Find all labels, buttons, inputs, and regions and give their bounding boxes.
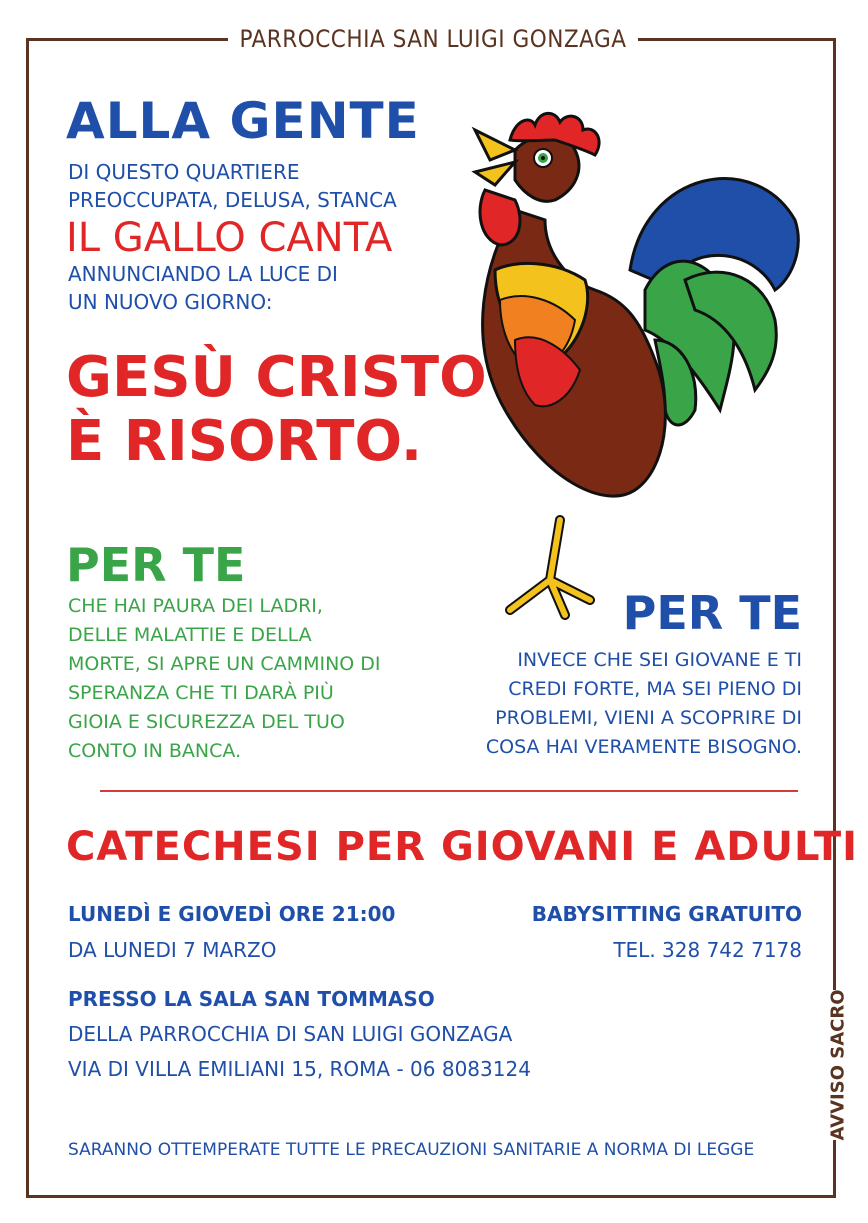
event-start-date: DA LUNEDI 7 MARZO	[68, 938, 277, 962]
intro-line-1: DI QUESTO QUARTIERE	[68, 160, 300, 184]
right-block-text	[486, 646, 802, 762]
phone-number: TEL. 328 742 7178	[613, 938, 802, 962]
section-divider	[100, 790, 798, 792]
babysitting-label: BABYSITTING GRATUITO	[531, 902, 802, 926]
parish-name: DELLA PARROCCHIA DI SAN LUIGI GONZAGA	[68, 1022, 513, 1046]
left-block-text	[68, 592, 381, 766]
left-line-4: SPERANZA CHE TI DARÀ PIÙ	[68, 682, 334, 704]
headline	[66, 346, 487, 474]
right-line-4: COSA HAI VERAMENTE BISOGNO.	[485, 736, 802, 758]
intro-line-3: ANNUNCIANDO LA LUCE DI	[68, 262, 338, 286]
left-block-heading: PER TE	[66, 538, 246, 592]
health-note: SARANNO OTTEMPERATE TUTTE LE PRECAUZIONI SANITARIE A NORMA DI LEGGE	[68, 1140, 755, 1160]
right-line-1: INVECE CHE SEI GIOVANE E TI	[517, 649, 802, 671]
headline-line-1: GESÙ CRISTO	[66, 345, 487, 410]
left-line-5: GIOIA E SICUREZZA DEL TUO	[68, 711, 345, 733]
intro-text-2	[68, 260, 338, 316]
right-line-2: CREDI FORTE, MA SEI PIENO DI	[508, 678, 802, 700]
left-line-3: MORTE, SI APRE UN CAMMINO DI	[68, 653, 381, 675]
right-line-3: PROBLEMI, VIENI A SCOPRIRE DI	[495, 707, 802, 729]
venue-name: PRESSO LA SALA SAN TOMMASO	[68, 987, 435, 1011]
avviso-sacro-label: AVVISO SACRO	[827, 989, 849, 1141]
event-title: CATECHESI PER GIOVANI E ADULTI	[66, 824, 859, 870]
intro-heading: ALLA GENTE	[66, 92, 420, 150]
parish-header: PARROCCHIA SAN LUIGI GONZAGA	[228, 22, 638, 56]
event-days: LUNEDÌ E GIOVEDÌ ORE 21:00	[68, 902, 396, 926]
address: VIA DI VILLA EMILIANI 15, ROMA - 06 8083124	[68, 1057, 531, 1081]
left-line-1: CHE HAI PAURA DEI LADRI,	[68, 595, 323, 617]
intro-line-2: PREOCCUPATA, DELUSA, STANCA	[68, 188, 397, 212]
rooster-illustration	[455, 110, 815, 630]
right-block-heading: PER TE	[622, 586, 802, 640]
left-line-2: DELLE MALATTIE E DELLA	[68, 624, 312, 646]
gallo-heading: IL GALLO CANTA	[66, 215, 393, 261]
headline-line-2: È RISORTO.	[66, 409, 423, 474]
left-line-6: CONTO IN BANCA.	[68, 740, 242, 762]
side-label-box	[820, 990, 856, 1140]
intro-line-4: UN NUOVO GIORNO:	[68, 290, 273, 314]
intro-text-1	[68, 158, 397, 214]
